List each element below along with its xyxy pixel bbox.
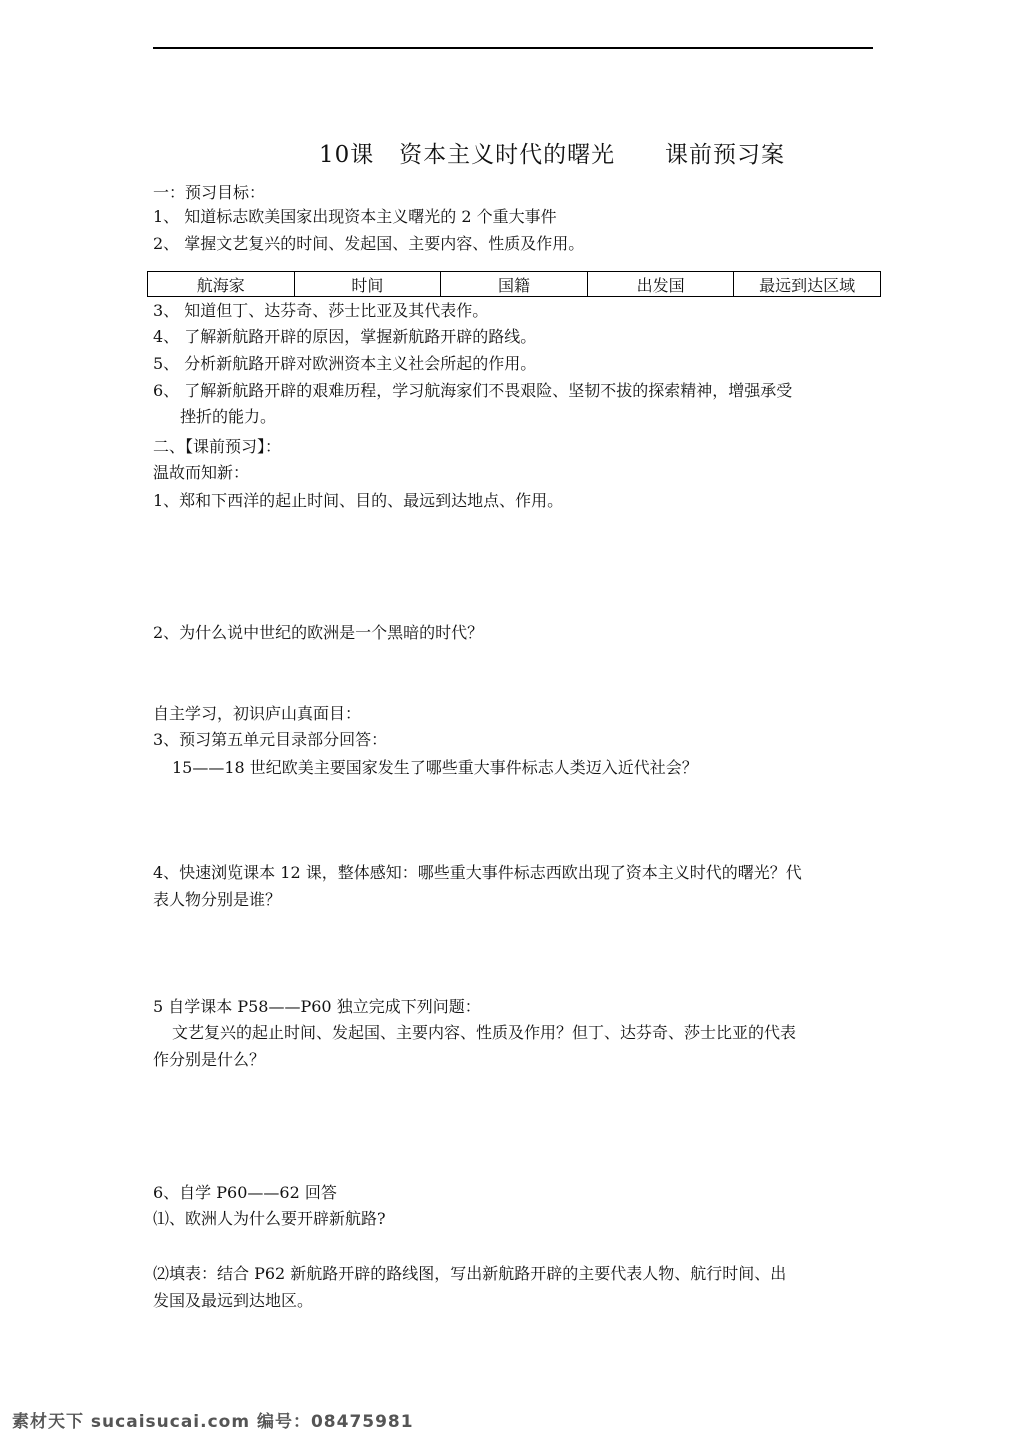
question-1: 1、郑和下西洋的起止时间、目的、最远到达地点、作用。 <box>153 491 564 510</box>
table-header-cell: 最远到达区域 <box>734 272 881 297</box>
question-2: 2、为什么说中世纪的欧洲是一个黑暗的时代？ <box>153 623 484 642</box>
question-6-part-1: ⑴、欧洲人为什么要开辟新航路? <box>153 1209 386 1228</box>
question-6-part-2-continued: 发国及最远到达地区。 <box>153 1291 314 1310</box>
goal-item: 2、 掌握文艺复兴的时间、发起国、主要内容、性质及作用。 <box>153 234 585 253</box>
goal-item: 5、 分析新航路开辟对欧洲资本主义社会所起的作用。 <box>153 354 537 373</box>
table-header-row <box>148 272 881 297</box>
goal-item: 3、 知道但丁、达芬奇、莎士比亚及其代表作。 <box>153 301 489 320</box>
section-heading-goals: 一：预习目标： <box>153 183 266 202</box>
navigator-table <box>147 271 881 297</box>
question-6: 6、自学 P60——62 回答 <box>153 1183 337 1202</box>
goal-item-continued: 挫折的能力。 <box>180 407 277 426</box>
question-4: 4、快速浏览课本 12 课，整体感知：哪些重大事件标志西欧出现了资本主义时代的曙光？代 <box>153 863 802 882</box>
subheading-review: 温故而知新： <box>153 463 250 482</box>
header-rule <box>153 47 873 49</box>
goal-item: 4、 了解新航路开辟的原因，掌握新航路开辟的路线。 <box>153 327 537 346</box>
table-header-cell: 出发国 <box>587 272 734 297</box>
question-5-sub-continued: 作分别是什么？ <box>153 1050 266 1069</box>
question-4-continued: 表人物分别是谁？ <box>153 890 282 909</box>
question-3-sub: 15——18 世纪欧美主要国家发生了哪些重大事件标志人类迈入近代社会？ <box>172 758 698 777</box>
subheading-self-study: 自主学习，初识庐山真面目： <box>153 704 362 723</box>
question-5: 5 自学课本 P58——P60 独立完成下列问题： <box>153 997 481 1016</box>
section-heading-preview: 二、【课前预习】： <box>153 437 282 456</box>
table-header-cell: 国籍 <box>441 272 588 297</box>
watermark: 素材天下 sucaisucai.com 编号：08475981 <box>12 1412 414 1432</box>
table-header-cell: 航海家 <box>148 272 295 297</box>
goal-item: 1、 知道标志欧美国家出现资本主义曙光的 2 个重大事件 <box>153 207 557 226</box>
question-5-sub: 文艺复兴的起止时间、发起国、主要内容、性质及作用？但丁、达芬奇、莎士比亚的代表 <box>172 1023 797 1042</box>
table-header-cell: 时间 <box>294 272 441 297</box>
question-3: 3、预习第五单元目录部分回答： <box>153 730 388 749</box>
question-6-part-2: ⑵填表：结合 P62 新航路开辟的路线图，写出新航路开辟的主要代表人物、航行时间、出 <box>153 1264 787 1283</box>
goal-item: 6、 了解新航路开辟的艰难历程，学习航海家们不畏艰险、坚韧不拔的探索精神，增强承受 <box>153 381 793 400</box>
page-title: 10课 资本主义时代的曙光 课前预习案 <box>318 142 786 168</box>
